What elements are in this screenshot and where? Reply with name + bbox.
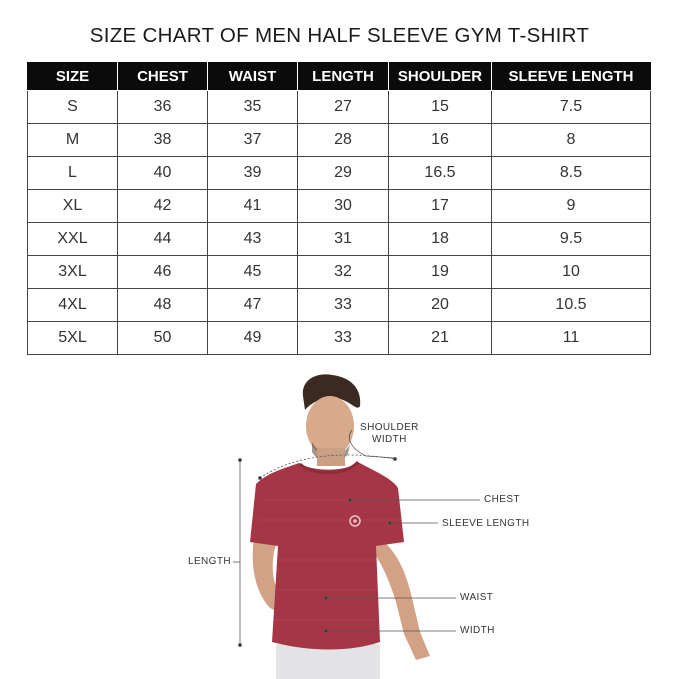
header-sleeve-length: SLEEVE LENGTH: [492, 62, 651, 91]
cell-sleeve-length: 9.5: [492, 223, 651, 256]
cell-waist: 45: [208, 256, 298, 289]
cell-length: 29: [298, 157, 389, 190]
header-chest: CHEST: [118, 62, 208, 91]
header-size: SIZE: [28, 62, 118, 91]
cell-size: L: [28, 157, 118, 190]
cell-waist: 41: [208, 190, 298, 223]
cell-chest: 38: [118, 124, 208, 157]
cell-length: 33: [298, 289, 389, 322]
header-waist: WAIST: [208, 62, 298, 91]
cell-size: XL: [28, 190, 118, 223]
cell-sleeve-length: 10: [492, 256, 651, 289]
cell-sleeve-length: 9: [492, 190, 651, 223]
cell-shoulder: 17: [389, 190, 492, 223]
cell-sleeve-length: 8: [492, 124, 651, 157]
cell-sleeve-length: 7.5: [492, 91, 651, 124]
cell-length: 33: [298, 322, 389, 355]
model-illustration: [0, 360, 679, 679]
label-sleeve-length: SLEEVE LENGTH: [442, 518, 530, 529]
label-shoulder-line2: WIDTH: [372, 434, 407, 445]
cell-length: 27: [298, 91, 389, 124]
cell-chest: 40: [118, 157, 208, 190]
label-length: LENGTH: [188, 556, 231, 567]
cell-waist: 43: [208, 223, 298, 256]
cell-waist: 47: [208, 289, 298, 322]
cell-sleeve-length: 11: [492, 322, 651, 355]
cell-waist: 49: [208, 322, 298, 355]
cell-shoulder: 20: [389, 289, 492, 322]
cell-shoulder: 21: [389, 322, 492, 355]
table-row: [28, 91, 651, 124]
cell-shoulder: 15: [389, 91, 492, 124]
cell-shoulder: 16.5: [389, 157, 492, 190]
label-chest: CHEST: [484, 494, 520, 505]
cell-shoulder: 19: [389, 256, 492, 289]
table-row: [28, 124, 651, 157]
cell-length: 28: [298, 124, 389, 157]
cell-shoulder: 16: [389, 124, 492, 157]
cell-size: 4XL: [28, 289, 118, 322]
cell-length: 30: [298, 190, 389, 223]
label-shoulder-line1: SHOULDER: [360, 422, 419, 433]
cell-size: 5XL: [28, 322, 118, 355]
table-row: [28, 256, 651, 289]
cell-sleeve-length: 8.5: [492, 157, 651, 190]
cell-shoulder: 18: [389, 223, 492, 256]
table-row: [28, 157, 651, 190]
cell-chest: 46: [118, 256, 208, 289]
label-width: WIDTH: [460, 625, 495, 636]
chart-title: SIZE CHART OF MEN HALF SLEEVE GYM T-SHIRT: [89, 24, 590, 47]
cell-length: 31: [298, 223, 389, 256]
cell-length: 32: [298, 256, 389, 289]
table-row: [28, 322, 651, 355]
cell-waist: 39: [208, 157, 298, 190]
measurement-figure: [0, 360, 679, 679]
table-header-row: [28, 62, 651, 91]
label-waist: WAIST: [460, 592, 494, 603]
table-row: [28, 223, 651, 256]
cell-chest: 42: [118, 190, 208, 223]
cell-size: M: [28, 124, 118, 157]
cell-size: XXL: [28, 223, 118, 256]
cell-chest: 50: [118, 322, 208, 355]
header-length: LENGTH: [298, 62, 389, 91]
cell-chest: 48: [118, 289, 208, 322]
cell-chest: 36: [118, 91, 208, 124]
table-row: [28, 190, 651, 223]
table-row: [28, 289, 651, 322]
cell-size: S: [28, 91, 118, 124]
cell-sleeve-length: 10.5: [492, 289, 651, 322]
cell-waist: 35: [208, 91, 298, 124]
label-shoulder-width: [360, 422, 419, 446]
size-table: [27, 62, 651, 355]
cell-chest: 44: [118, 223, 208, 256]
header-shoulder: SHOULDER: [389, 62, 492, 91]
cell-waist: 37: [208, 124, 298, 157]
cell-size: 3XL: [28, 256, 118, 289]
